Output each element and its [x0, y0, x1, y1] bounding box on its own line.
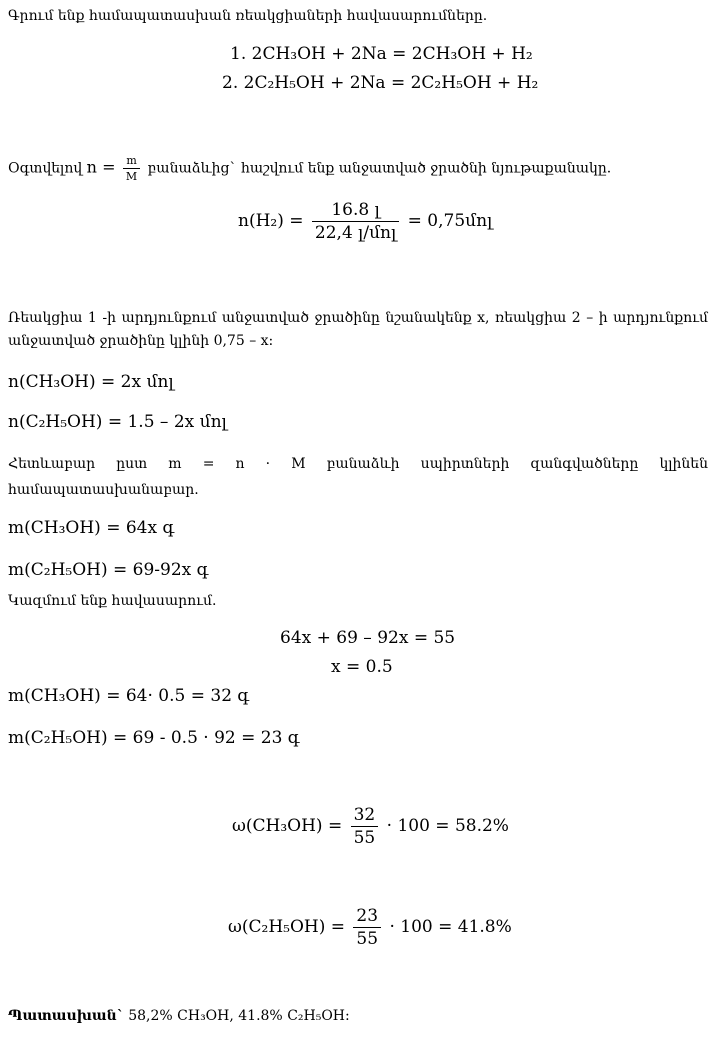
omega-ch3oh-numerator: 32: [353, 805, 376, 825]
n-h2-rhs: = 0,75մոլ: [407, 211, 493, 231]
formula-denominator: M: [123, 168, 140, 183]
paragraph-2-line-2: համապատասխանաբար.: [8, 482, 199, 498]
paragraph-1-line-2: անջատված ջրածինը կլինի 0,75 – x:: [8, 333, 274, 349]
equation-line-2: x = 0.5: [331, 657, 393, 677]
omega-c2h5oh-denominator: 55: [353, 927, 381, 949]
omega-c2h5oh-lhs: ω(C₂H₅OH) =: [228, 917, 345, 937]
answer-text: 58,2% CH₃OH, 41.8% C₂H₅OH:: [128, 1008, 350, 1024]
omega-ch3oh: [232, 805, 509, 848]
answer-line: [8, 1008, 350, 1024]
n-h2-numerator: 16.8 լ: [331, 200, 380, 220]
m-ch3oh-value: m(CH₃OH) = 64· 0.5 = 32 գ: [8, 686, 250, 706]
omega-c2h5oh-numerator: 23: [356, 906, 379, 926]
paragraph-1-line-1: Ռեակցիա 1 -ի արդյունքում անջատված ջրածինը նշանակենք x, ռեակցիա 2 – ի արդյունքում: [8, 310, 708, 326]
formula-line-before: Օգտվելով: [8, 160, 83, 177]
reaction-1-number: 1.: [230, 44, 247, 64]
answer-label: Պատասխան`: [8, 1008, 124, 1024]
paragraph-2-line-1: Հետևաբար ըստ m = n · M բանաձևի սպիրտների զանգվածները կլինեն: [8, 456, 708, 472]
omega-ch3oh-denominator: 55: [351, 826, 379, 848]
reaction-2-equation: 2C₂H₅OH + 2Na = 2C₂H₅OH + H₂: [243, 73, 539, 93]
n-h2-equation: [238, 200, 492, 243]
equation-line-1: 64x + 69 – 92x = 55: [280, 628, 456, 648]
intro-text: Գրում ենք համապատասխան ռեակցիաների հավասարումները.: [8, 8, 488, 24]
omega-c2h5oh: [228, 906, 512, 949]
m-c2h5oh-value: m(C₂H₅OH) = 69 - 0.5 · 92 = 23 գ: [8, 728, 300, 748]
compose-text: Կազմում ենք հավասարում.: [8, 593, 217, 609]
omega-ch3oh-fraction: [351, 805, 379, 848]
formula-line-after: բանաձևից` հաշվում ենք անջատված ջրածնի նյութաքանակը.: [147, 160, 612, 177]
n-ch3oh: n(CH₃OH) = 2x մոլ: [8, 372, 174, 392]
reaction-2-number: 2.: [222, 73, 239, 93]
n-h2-denominator: 22,4 լ/մոլ: [312, 221, 399, 243]
formula-fraction: [123, 154, 140, 183]
m-c2h5oh: m(C₂H₅OH) = 69-92x գ: [8, 560, 209, 580]
reaction-2: [222, 73, 538, 93]
m-ch3oh: m(CH₃OH) = 64x գ: [8, 518, 175, 538]
omega-c2h5oh-rhs: · 100 = 41.8%: [389, 917, 512, 937]
reaction-1: [230, 44, 533, 64]
formula-numerator: m: [126, 154, 137, 167]
omega-ch3oh-lhs: ω(CH₃OH) =: [232, 816, 343, 836]
reaction-1-equation: 2CH₃OH + 2Na = 2CH₃OH + H₂: [251, 44, 533, 64]
omega-ch3oh-rhs: · 100 = 58.2%: [386, 816, 509, 836]
formula-line: [8, 154, 611, 183]
n-h2-lhs: n(H₂) =: [238, 211, 304, 231]
n-h2-fraction: [312, 200, 399, 243]
formula-n: n =: [86, 157, 116, 177]
n-c2h5oh: n(C₂H₅OH) = 1.5 – 2x մոլ: [8, 412, 227, 432]
omega-c2h5oh-fraction: [353, 906, 381, 949]
